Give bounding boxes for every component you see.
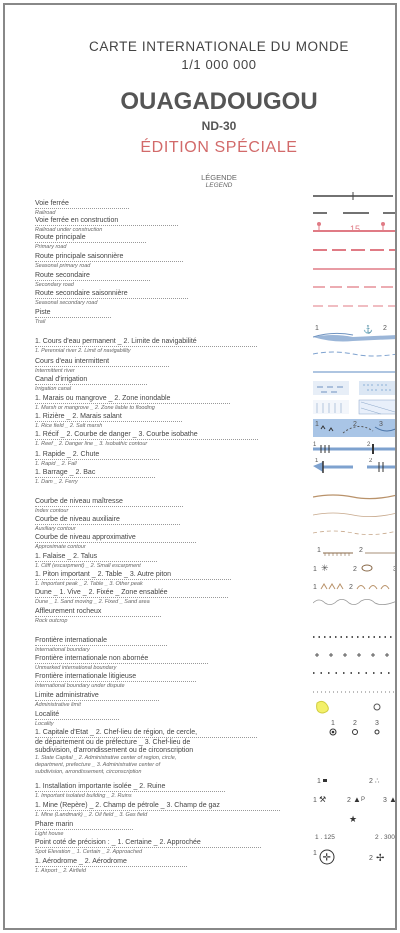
svg-text:2: 2 <box>369 855 373 862</box>
reef-symbol <box>313 417 397 439</box>
svg-text:1: 1 <box>313 584 317 591</box>
legend-row-seasonal-primary: Route principale saisonnière Seasonal primary road <box>35 245 310 270</box>
svg-text:✢: ✢ <box>376 853 385 864</box>
svg-text:2: 2 <box>353 421 357 428</box>
approx-contour-symbol <box>313 527 397 537</box>
svg-text:3: 3 <box>375 720 379 727</box>
road-number-label: 15 <box>350 224 361 234</box>
svg-text:✛: ✛ <box>322 852 331 864</box>
svg-text:1: 1 <box>317 778 321 785</box>
legend-row-cliff: 1. Falaise _ 2. Talus 1. Cliff (escarpment) _ 2. Small escarpment <box>35 545 310 570</box>
spot-elevation-certain-label: 1 . 125 <box>315 834 335 841</box>
legend-row-capitals: 1. Capitale d'Etat _ 2. Chef-lieu de région, de cercle, de département ou de préfecture _ 3. Chef-lieu de subdivision, d'arrondissement ou de circonscription 1. State Capital _ 2. Administrative center of region, circle, department, prefecture _ 3. Administrative center of subdivision, arrondissement, circonscription <box>35 721 310 776</box>
sheet-code: ND-30 <box>201 119 237 133</box>
legend-heading-en: LEGEND <box>205 182 233 189</box>
dune-symbol <box>313 579 397 593</box>
scale-text: 1/1 000 000 <box>181 57 257 72</box>
svg-text:▲: ▲ <box>389 795 397 804</box>
svg-text:⚒: ⚒ <box>319 795 327 804</box>
legend-row-lighthouse: Phare marin Light house <box>35 813 310 838</box>
legend-row-dune: Dune _ 1. Vive _ 2. Fixée _ Zone ensablée Dune _ 1. Sand moving _ 2. Fixed _ Sand area <box>35 581 310 606</box>
svg-text:2: 2 <box>369 778 373 785</box>
legend-heading-fr: LÉGENDE <box>201 173 237 182</box>
svg-text:2: 2 <box>353 720 357 727</box>
svg-text:1: 1 <box>313 566 317 573</box>
disputed-boundary-symbol <box>313 668 397 678</box>
legend-row-railroad: Voie ferrée Railroad <box>35 192 310 217</box>
seasonal-primary-road-symbol <box>313 245 397 255</box>
seasonal-secondary-road-symbol <box>313 282 397 292</box>
legend-row-secondary-road: Route secondaire Secondary road <box>35 264 310 289</box>
legend-row-locality: Localité Locality <box>35 703 310 728</box>
svg-text:2: 2 <box>349 584 353 591</box>
legend-row-unmarked-boundary: Frontière internationale non abornée Unmarked international boundary <box>35 647 310 672</box>
legend-row-admin-limit: Limite administrative Administrative limit <box>35 684 310 709</box>
admin-limit-symbol <box>313 687 397 697</box>
railroad-symbol <box>313 190 397 204</box>
svg-text:1: 1 <box>313 442 317 448</box>
secondary-road-symbol <box>313 264 397 274</box>
legend-row-rock-outcrop: Affleurement rocheux Rock outcrop <box>35 600 310 625</box>
svg-text:★: ★ <box>349 814 358 824</box>
legend-row-disputed-boundary: Frontière internationale litigieuse International boundary under dispute <box>35 665 310 690</box>
svg-text:2: 2 <box>359 547 363 554</box>
airport-symbol <box>313 847 397 867</box>
legend-row-perennial-river: 1. Cours d'eau permanent _ 2. Limite de navigabilité 1. Perennial river 2. Limit of navigability <box>35 330 310 355</box>
lighthouse-symbol <box>313 813 397 825</box>
svg-text:1: 1 <box>315 458 319 464</box>
svg-text:1: 1 <box>313 797 317 804</box>
irrigation-canal-symbol <box>313 367 397 377</box>
svg-text:2: 2 <box>369 458 373 464</box>
legend-row-intermittent-river: Cours d'eau intermittent Intermittent river <box>35 350 310 375</box>
svg-text:1: 1 <box>313 850 317 857</box>
dam-symbol <box>313 458 397 476</box>
trail-symbol <box>313 301 397 311</box>
installation-symbol <box>313 773 397 787</box>
legend-row-railroad-construction: Voie ferrée en construction Railroad under construction <box>35 209 310 234</box>
svg-text:∴: ∴ <box>375 778 380 785</box>
legend-row-intl-boundary: Frontière internationale International boundary <box>35 629 310 654</box>
rapid-symbol <box>313 441 397 457</box>
legend-row-spot-elevation: Point coté de précision : _ 1. Certaine _ 2. Approchée Spot Elevation _ 1. Certain _ 2. Approached <box>35 831 310 856</box>
rock-outcrop-symbol <box>313 595 397 609</box>
spot-elevation-approx-label: 2 . 300 <box>375 834 395 841</box>
peak-symbol <box>313 561 397 575</box>
svg-text:2: 2 <box>347 797 351 804</box>
aux-contour-symbol <box>313 509 397 519</box>
legend-row-primary-road: Route principale Primary road <box>35 226 310 251</box>
svg-text:1: 1 <box>315 421 319 428</box>
legend-row-marsh: 1. Marais ou mangrove _ 2. Zone inondable 1. Marsh or mangrove _ 2. Zone liable to flooding <box>35 387 310 412</box>
map-legend-sheet <box>3 3 397 930</box>
legend-row-seasonal-secondary: Route secondaire saisonnière Seasonal secondary road <box>35 282 310 307</box>
svg-text:1: 1 <box>331 720 335 727</box>
legend-row-installation: 1. Installation importante isolée _ 2. Ruine 1. Important isolated building _ 2. Ruins <box>35 775 310 800</box>
legend-row-mine: 1. Mine (Repère) _ 2. Champ de pétrole _ 3. Champ de gaz 1. Mine (Landmark) _ 2. Oil field _ 3. Gas field <box>35 794 310 819</box>
legend-row-rice-field: 1. Rizière _ 2. Marais salant 1. Rice field _ 2. Salt marsh <box>35 405 310 430</box>
svg-text:2: 2 <box>383 325 387 332</box>
legend-row-peak: 1. Piton important _ 2. Table _ 3. Autre piton 1. Important peak _ 2. Table _ 3. Other peak <box>35 563 310 588</box>
svg-text:P: P <box>361 797 366 803</box>
legend-row-trail: Piste Trail <box>35 301 310 326</box>
railroad-construction-symbol <box>313 207 397 221</box>
legend-row-dam: 1. Barrage _ 2. Bac 1. Dam _ 2. Ferry <box>35 461 310 486</box>
legend-row-reef: 1. Récif _ 2. Courbe de danger _ 3. Courbe isobathe 1. Reef _ 2. Danger line _ 3. Isobathic contour <box>35 423 310 448</box>
svg-text:⚓: ⚓ <box>363 325 373 334</box>
legend-row-index-contour: Courbe de niveau maîtresse Index contour <box>35 490 310 515</box>
svg-text:1: 1 <box>317 547 321 554</box>
rice-field-symbol <box>313 398 397 416</box>
legend-row-airport: 1. Aérodrome _ 2. Aérodrome 1. Airport _ 2. Airfield <box>35 850 310 875</box>
svg-text:3: 3 <box>393 566 397 573</box>
svg-text:2: 2 <box>367 442 371 448</box>
legend-row-approx-contour: Courbe de niveau approximative Approximate contour <box>35 526 310 551</box>
series-title: CARTE INTERNATIONALE DU MONDE <box>89 39 349 54</box>
legend-row-irrigation-canal: Canal d'irrigation Irrigation canal <box>35 368 310 393</box>
legend-row-aux-contour: Courbe de niveau auxiliaire Auxiliary contour <box>35 508 310 533</box>
edition-label: ÉDITION SPÉCIALE <box>140 139 298 156</box>
capitals-symbol <box>313 717 397 739</box>
locality-symbol <box>313 699 397 717</box>
intl-boundary-symbol <box>313 632 397 642</box>
svg-text:1: 1 <box>315 325 319 332</box>
mine-symbol <box>313 792 397 806</box>
svg-text:3: 3 <box>383 797 387 804</box>
svg-text:2: 2 <box>353 566 357 573</box>
marsh-symbol <box>313 379 397 397</box>
index-contour-symbol <box>313 491 397 501</box>
legend-row-rapid: 1. Rapide _ 2. Chute 1. Rapid _ 2. Fall <box>35 443 310 468</box>
svg-text:✳: ✳ <box>321 563 329 573</box>
cliff-symbol <box>313 543 397 557</box>
perennial-river-symbol <box>313 323 397 345</box>
svg-text:▲: ▲ <box>353 795 361 804</box>
unmarked-boundary-symbol <box>313 650 397 660</box>
svg-text:3: 3 <box>379 421 383 428</box>
sheet-title: OUAGADOUGOU <box>120 88 318 115</box>
intermittent-river-symbol <box>313 349 397 359</box>
